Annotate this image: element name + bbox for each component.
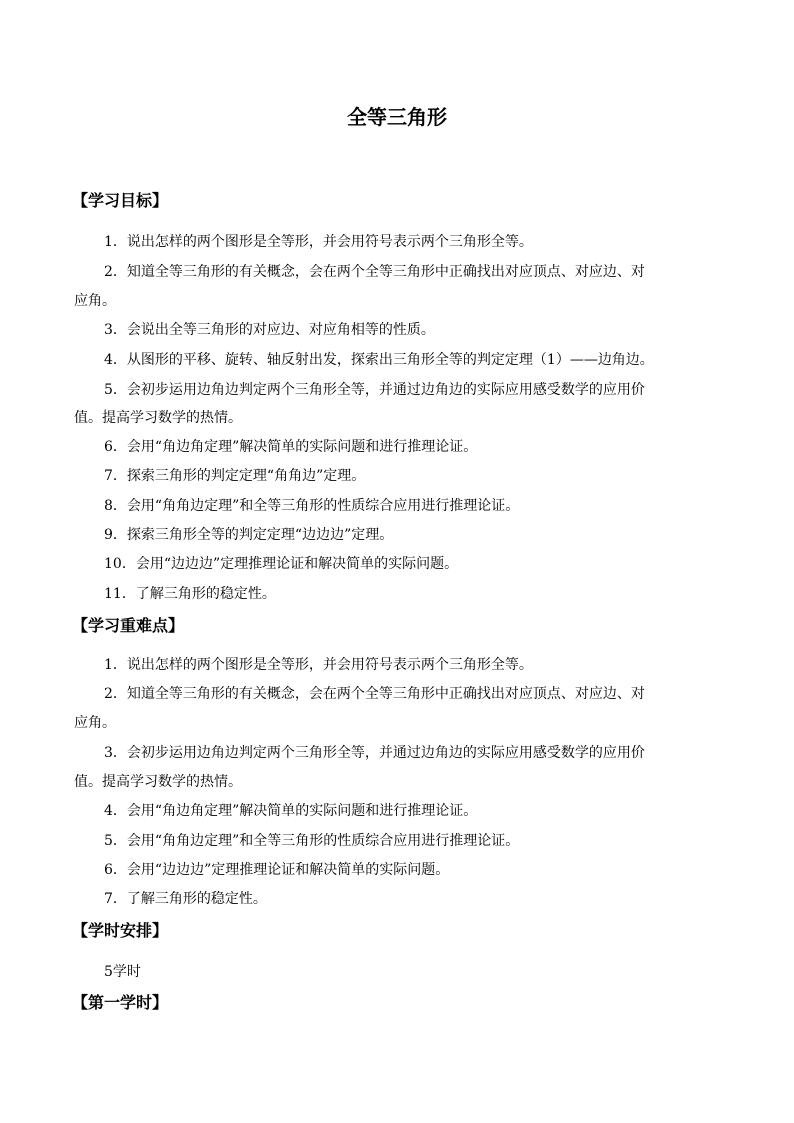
goal-line: 8．会用“角角边定理”和全等三角形的性质综合应用进行推理论证。 [104, 498, 520, 514]
goal-line: 4．从图形的平移、旋转、轴反射出发，探索出三角形全等的判定定理（1）——边角边。 [104, 352, 654, 368]
key-point-line: 应角。 [74, 715, 116, 731]
key-point-line: 7．了解三角形的稳定性。 [104, 891, 267, 907]
goal-line: 值。提高学习数学的热情。 [74, 410, 242, 426]
key-point-line: 值。提高学习数学的热情。 [74, 774, 242, 790]
key-point-line: 2．知道全等三角形的有关概念，会在两个全等三角形中正确找出对应顶点、对应边、对 [104, 686, 645, 702]
key-point-line: 4．会用“角边角定理”解决简单的实际问题和进行推理论证。 [104, 803, 478, 819]
goal-line: 6．会用“角边角定理”解决简单的实际问题和进行推理论证。 [104, 439, 478, 455]
goal-line: 1．说出怎样的两个图形是全等形，并会用符号表示两个三角形全等。 [104, 234, 533, 250]
goal-line: 应角。 [74, 293, 116, 309]
goal-line: 11．了解三角形的稳定性。 [104, 586, 276, 602]
schedule-line: 5学时 [104, 964, 141, 980]
goal-line: 5．会初步运用边角边判定两个三角形全等，并通过边角边的实际应用感受数学的应用价 [104, 382, 645, 398]
heading-learning-goals: 【学习目标】 [72, 191, 169, 210]
key-point-line: 6．会用“边边边”定理推理论证和解决简单的实际问题。 [104, 862, 450, 878]
key-point-line: 5．会用“角角边定理”和全等三角形的性质综合应用进行推理论证。 [104, 833, 520, 849]
heading-first-hour: 【第一学时】 [72, 993, 169, 1012]
goal-line: 9．探索三角形全等的判定定理“边边边”定理。 [104, 527, 394, 543]
key-point-line: 3．会初步运用边角边判定两个三角形全等，并通过边角边的实际应用感受数学的应用价 [104, 745, 645, 761]
heading-schedule: 【学时安排】 [72, 921, 169, 940]
goal-line: 10．会用“边边边”定理推理论证和解决简单的实际问题。 [104, 556, 459, 572]
document-title: 全等三角形 [347, 105, 447, 129]
heading-key-points: 【学习重难点】 [72, 616, 185, 635]
key-point-line: 1．说出怎样的两个图形是全等形，并会用符号表示两个三角形全等。 [104, 657, 533, 673]
goal-line: 3．会说出全等三角形的对应边、对应角相等的性质。 [104, 322, 435, 338]
goal-line: 2．知道全等三角形的有关概念，会在两个全等三角形中正确找出对应顶点、对应边、对 [104, 264, 645, 280]
goal-line: 7．探索三角形的判定定理“角角边”定理。 [104, 468, 366, 484]
